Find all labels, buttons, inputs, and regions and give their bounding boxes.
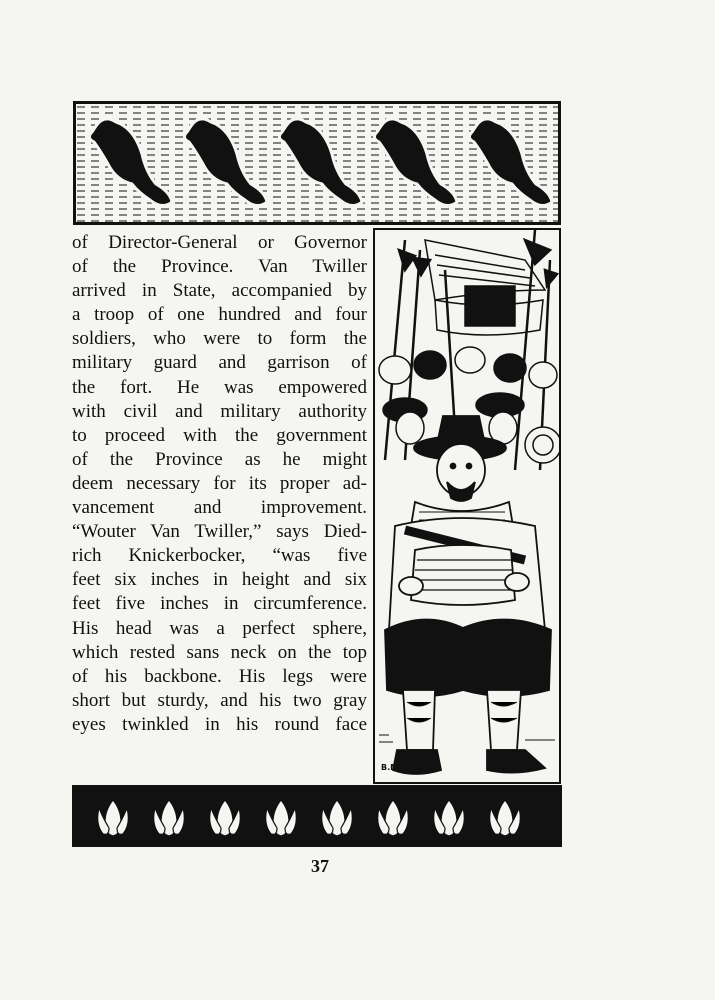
text-line: eyes twinkled in his round face: [72, 713, 367, 735]
tulip-border-bottom: [72, 785, 562, 847]
text-line: of the Province as he might: [72, 448, 367, 470]
text-line: with civil and military authority: [72, 400, 367, 422]
beaver-border-top: [73, 101, 561, 225]
text-line: short but sturdy, and his two gray: [72, 689, 367, 711]
beaver-border-art: [76, 104, 558, 222]
text-line: soldiers, who were to form the: [72, 328, 367, 350]
text-line: the fort. He was empowered: [72, 376, 367, 398]
page-number: 37: [311, 856, 329, 876]
wouter-van-twiller-illustration: [373, 228, 561, 784]
text-line: arrived in State, accompanied by: [72, 280, 367, 302]
text-line: deem necessary for its proper ad-: [72, 472, 367, 494]
text-line: feet five inches in circumference.: [72, 593, 367, 615]
text-line: a troop of one hundred and four: [72, 304, 367, 326]
text-line: of Director-General or Governor: [72, 232, 367, 253]
body-text: [72, 231, 367, 737]
text-line: feet six inches in height and six: [72, 569, 367, 591]
text-line: rich Knickerbocker, “was five: [72, 545, 367, 567]
text-line: vancement and improvement.: [72, 497, 367, 519]
text-line: of his backbone. His legs were: [72, 665, 367, 687]
illustrator-signature: B.McM: [381, 763, 411, 772]
tulip-border-art: [75, 788, 559, 844]
van-twiller-figure: [385, 416, 551, 774]
text-line: which rested sans neck on the top: [72, 641, 367, 663]
text-line: military guard and garrison of: [72, 352, 367, 374]
text-line: His head was a perfect sphere,: [72, 617, 367, 639]
text-line: “Wouter Van Twiller,” says Died-: [72, 521, 367, 543]
text-line: of the Province. Van Twiller: [72, 256, 367, 278]
text-line: to proceed with the government: [72, 424, 367, 446]
